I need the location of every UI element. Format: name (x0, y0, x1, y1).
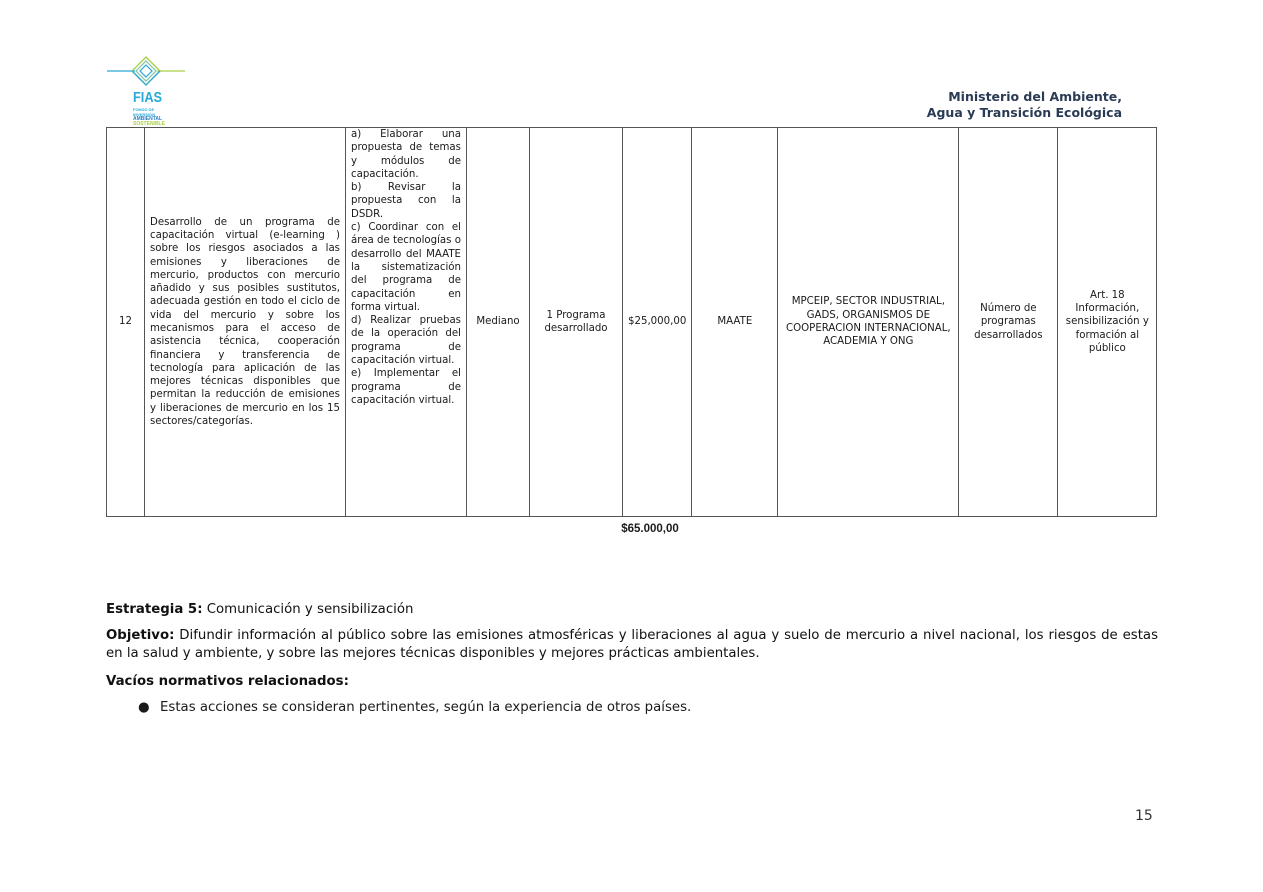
strategy-label: Estrategia 5: (106, 602, 203, 617)
cell-description: Desarrollo de un programa de capacitación virtual (e-learning ) sobre los riesgos asociados a las emisiones y liberaciones de mercurio, productos con mercurio añadido y sus posibles sustitutos, adecuada gestión en todo el ciclo de vida del mercurio y sobre los mecanismos para el acceso de asistencia técnica, cooperación financiera y transferencia de tecnología para aplicación de las mejores técnicas disponibles que permitan la reducción de emisiones y liberaciones de mercurio en los 15 sectores/categorías. (145, 128, 346, 517)
fias-sub-line: SOSTENIBLE (133, 121, 165, 127)
bullet-icon: ● (138, 700, 150, 715)
activity-item: e) Implementar el programa de capacitación virtual. (351, 368, 461, 406)
activity-item: b) Revisar la propuesta con la DSDR. (351, 182, 461, 220)
page-number: 15 (1135, 808, 1153, 824)
fias-sub-line: AMBIENTAL (133, 116, 163, 122)
strategy-text: Comunicación y sensibilización (202, 602, 414, 617)
table-total: $65.000,00 (621, 523, 679, 535)
fias-logo-subtitle (133, 107, 173, 127)
fias-logo-name: FIAS (133, 89, 163, 106)
cell-number: 12 (107, 128, 145, 517)
gaps-list (138, 699, 691, 717)
cell-indicator: Número de programas desarrollados (959, 128, 1058, 517)
list-item (138, 699, 691, 717)
activity-item: d) Realizar pruebas de la operación del programa de capacitación virtual. (351, 315, 461, 367)
strategy-paragraph (106, 601, 1158, 619)
cell-participants: MPCEIP, SECTOR INDUSTRIAL, GADS, ORGANISMOS DE COOPERACION INTERNACIONAL, ACADEMIA Y ONG (778, 128, 959, 517)
table-row (107, 128, 1157, 517)
gap-item-text: Estas acciones se consideran pertinentes, según la experiencia de otros países. (160, 700, 692, 715)
action-plan-table (106, 127, 1157, 517)
cell-legal-reference: Art. 18 Información, sensibilización y formación al público (1058, 128, 1157, 517)
objective-text: Difundir información al público sobre las emisiones atmosféricas y liberaciones al agua y suelo de mercurio a nivel nacional, los riesgos de estas en la salud y ambiente, y sobre las mejores técnicas disponibles y mejores prácticas ambientales. (106, 628, 1158, 661)
cell-cost: $25,000,00 (623, 128, 692, 517)
activity-item: c) Coordinar con el área de tecnologías o desarrollo del MAATE la sistematización del programa de capacitación en forma virtual. (351, 222, 461, 313)
objective-label: Objetivo: (106, 628, 175, 643)
ministry-line-1: Ministerio del Ambiente, (948, 89, 1122, 104)
gaps-heading: Vacíos normativos relacionados: (106, 674, 349, 689)
fias-logo (105, 55, 187, 125)
cell-responsible: MAATE (692, 128, 778, 517)
cell-activities (346, 128, 467, 517)
activity-item: a) Elaborar una propuesta de temas y módulos de capacitación. (351, 129, 461, 180)
cell-term: Mediano (467, 128, 530, 517)
ministry-line-2: Agua y Transición Ecológica (926, 105, 1122, 120)
cell-goal: 1 Programa desarrollado (530, 128, 623, 517)
objective-paragraph (106, 627, 1158, 662)
fias-sub-line: FONDO DE INVERSIÓN (133, 107, 156, 117)
ministry-logo (926, 89, 1122, 121)
